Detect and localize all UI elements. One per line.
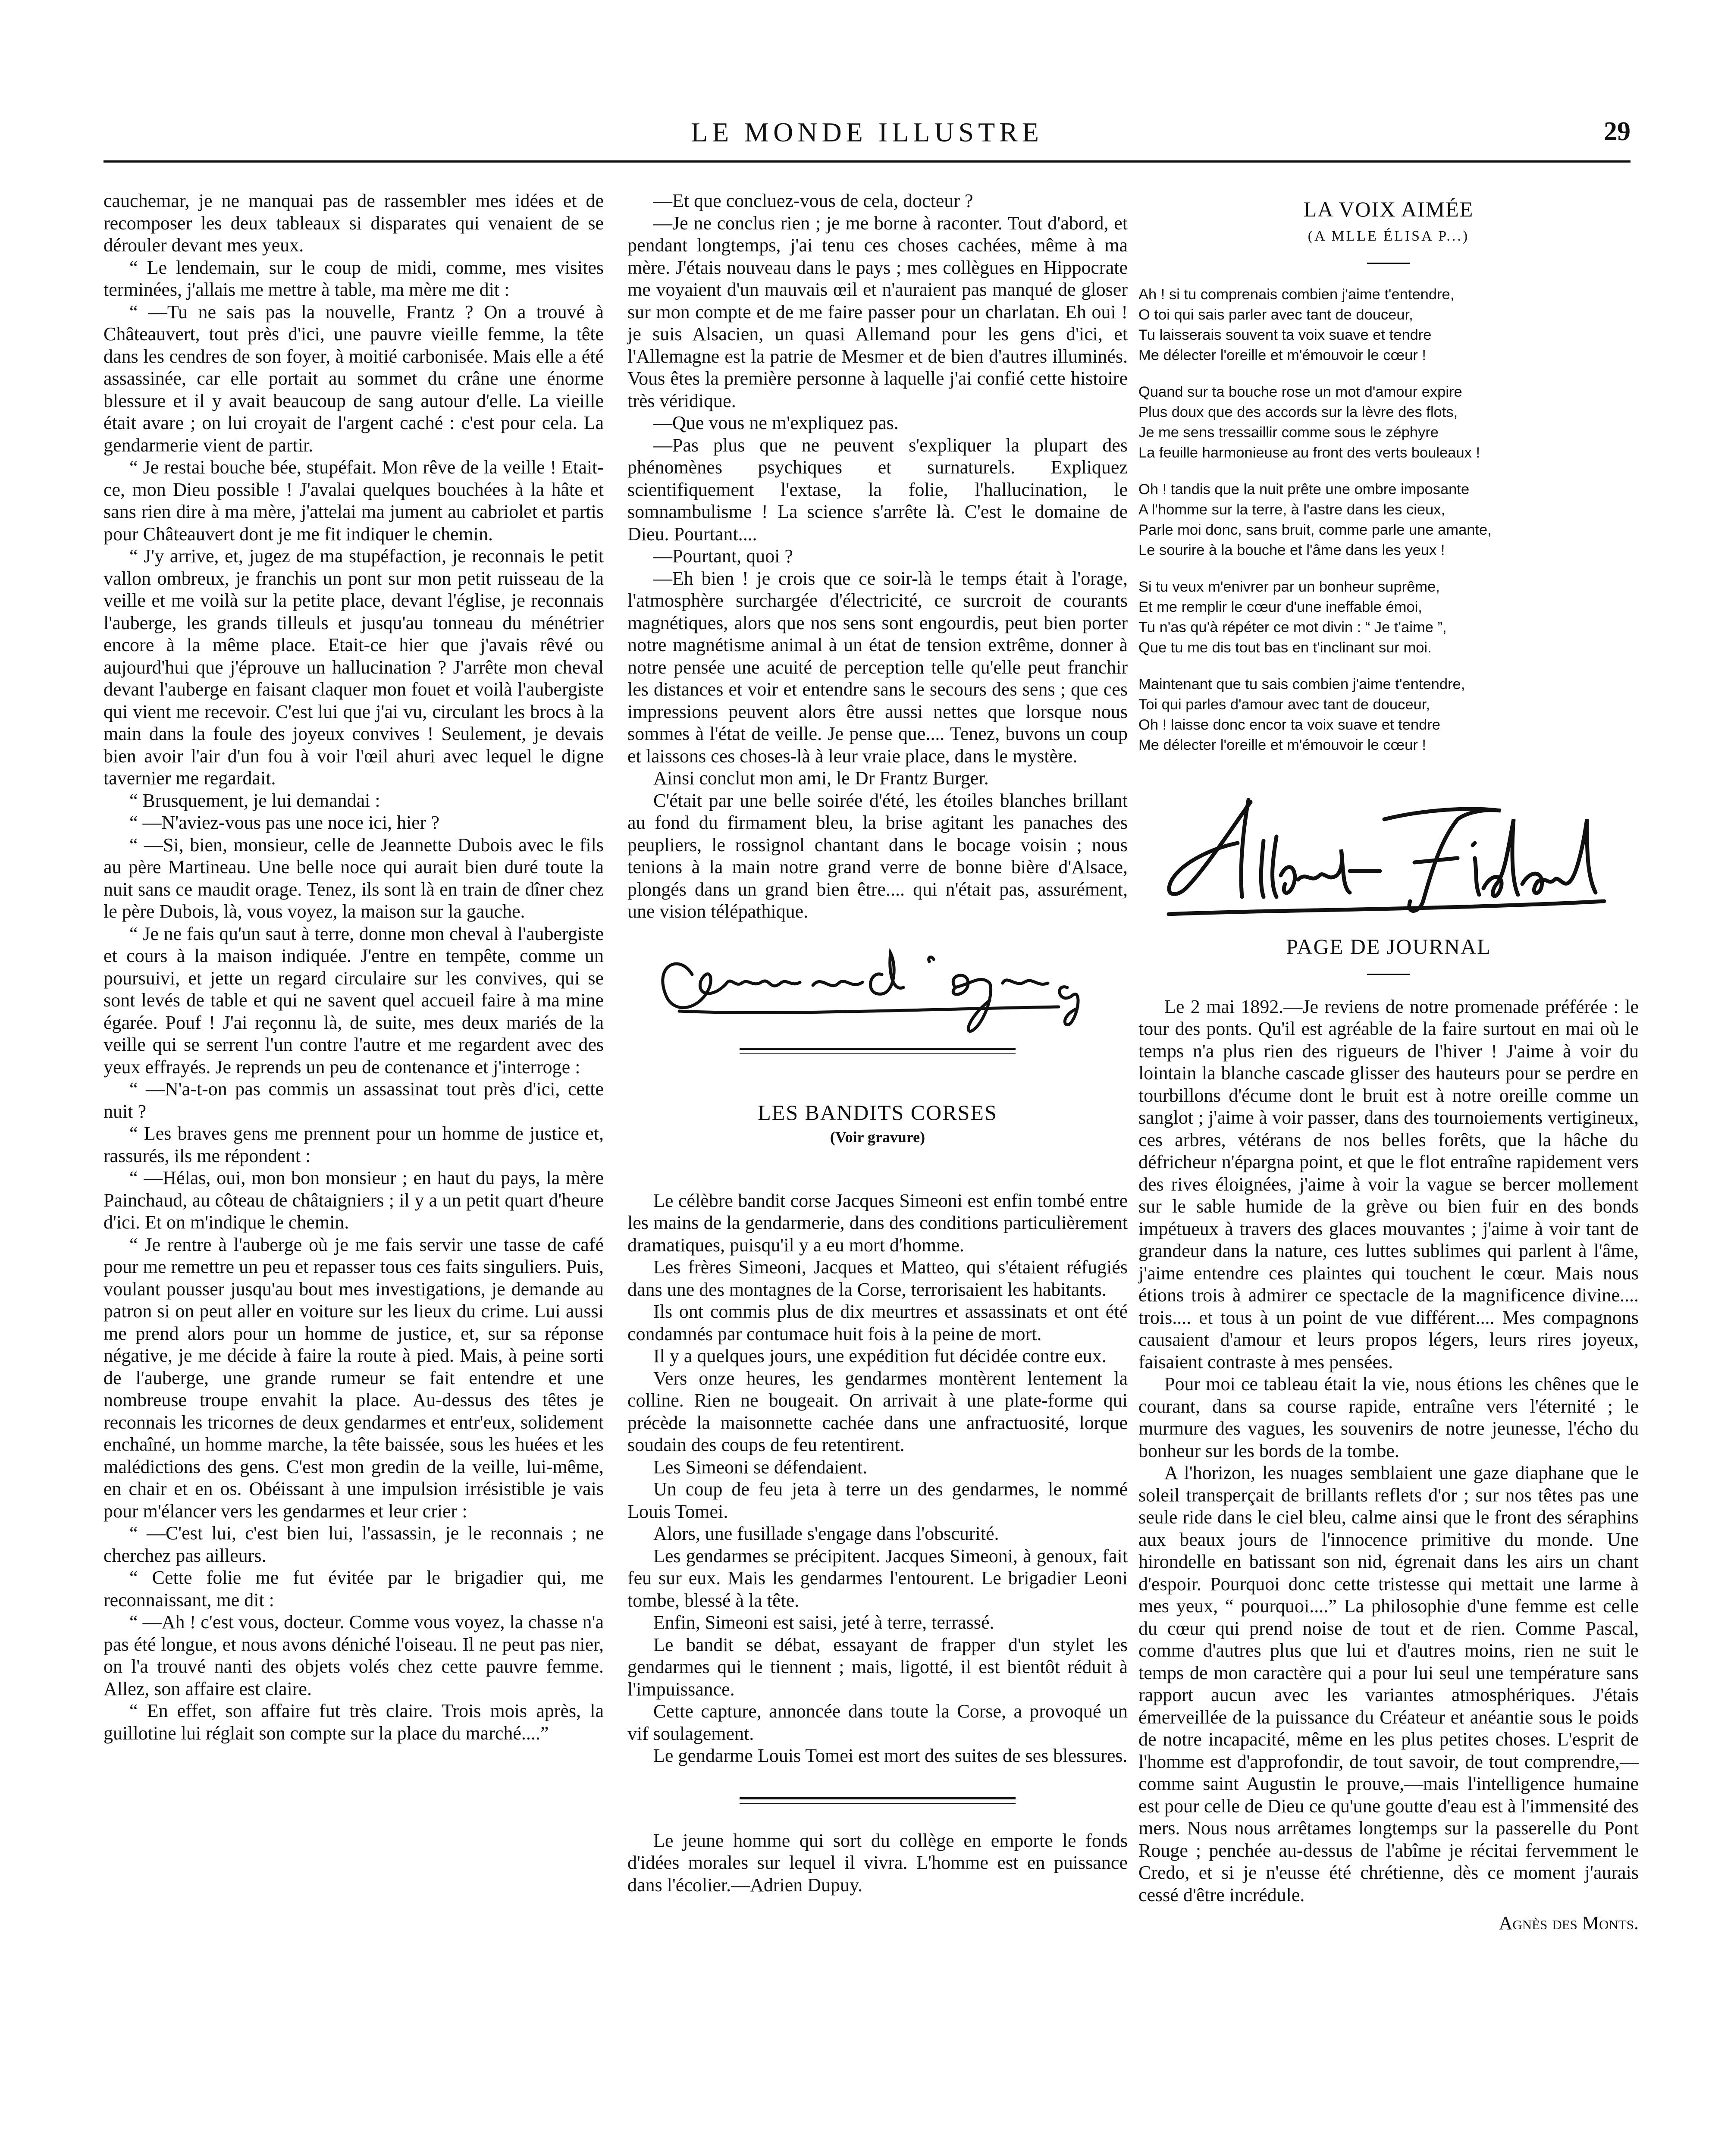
paragraph: —Et que concluez-vous de cela, docteur ? [653,190,973,211]
poem-line: A l'homme sur la terre, à l'astre dans les cieux, [1138,501,1446,518]
paragraph: “ —Tu ne sais pas la nouvelle, Frantz ? On a trouvé à Châteauvert, tout près d'ici, une pauvre vieille femme, la tête dans les cendres de son foyer, à moitié carbonisée. Mais elle a été assassinée, car elle portait au sommet du crâne une énorme blessure et il y avait beaucoup de sang autour d'elle. La vieille était avare ; on lui croyait de l'argent caché : c'est pour cela. La gendarmerie vient de partir. [103,301,604,456]
bandits-title: LES BANDITS CORSES [758,1100,997,1125]
paragraph: —Eh bien ! je crois que ce soir-là le temps était à l'orage, l'atmosphère surchargée d'électricité, ce surcroit de courants magnétiques, alors que nos sens sont engourdis, peut bien porter notre magnétisme animal à un état de tension extrême, donner à notre pensée une acuité de perception telle qu'elle peut franchir les distances et voir et entendre sans le secours des sens ; que ces impressions peuvent alors être aussi nettes que lorsque nous sommes à l'état de veille. Je pense que.... Tenez, buvons un coup et laissons ces choses-là à leur vraie place, dans le mystère. [627,567,1128,767]
journal-author: Agnès des Monts. [1499,1912,1639,1934]
poem-line: Que tu me dis tout bas en t'inclinant sur moi. [1138,639,1432,656]
poem-line: Maintenant que tu sais combien j'aime t'entendre, [1138,676,1465,693]
paragraph: Le 2 mai 1892.—Je reviens de notre promenade préférée : le tour des ponts. Qu'il est agréable de la faire surtout en mai où le temps n'a plus rien des rigueurs de l'hiver ! J'aime à voir du lointain la blanche cascade glisser des hauteurs pour se perdre en tourbillons d'écume dont le bruit est à notre oreille comme un sanglot ; j'aime à voir passer, dans des tournoiements vertigineux, ces arbres, vétérans de nos belles forêts, que la hâche du défricheur n'épargna point, et que le flot entraîne rapidement vers des rives éloignées, j'aime à voir la vague se bercer mollement sur le sable humide de la grève ou bien fuir en des bonds impétueux à travers des glaces mouvantes ; j'aime à voir tant de grandeur dans la nature, ces luttes sublimes qui parlent à l'âme, j'aime entendre ces plaintes qui touchent le cœur. Mais nous étions trois à admirer ce spectacle de la magnificence divine.... trois.... et tous à un point de vue différent.... Mes compagnons causaient d'amour et leurs propos légers, leurs rires joyeux, faisaient contraste à mes pensées. [1138,996,1639,1373]
paragraph: “ —Si, bien, monsieur, celle de Jeannette Dubois avec le fils au père Martineau. Une belle noce qui aurait bien duré toute la nuit sans ce maudit orage. Tenez, ils sont là en train de dîner chez le père Dubois, là, vous voyez, la maison sur la gauche. [103,834,604,922]
poem-line: Plus doux que des accords sur la lèvre des flots, [1138,404,1458,420]
paragraph: C'était par une belle soirée d'été, les étoiles blanches brillant au fond du firmament bleu, la brise agitant les panaches des peupliers, le rossignol chantant dans le bocage voisin ; nous tenions à la main notre grand verre de bonne bière d'Alsace, plongés dans un grand bien être.... qui n'était pas, assurément, une vision télépathique. [627,790,1128,922]
poem-line: Tu n'as qu'à répéter ce mot divin : “ Je t'aime ”, [1138,619,1447,636]
paragraph: A l'horizon, les nuages semblaient une gaze diaphane que le soleil transperçait de brillants reflets d'or ; sur nos têtes pas une seule ride dans le ciel bleu, calme ainsi que le front des séraphins aux beaux jours de l'innocence primitive du monde. Une hirondelle en batissant son nid, égrenait dans les airs un chant d'espoir. Pourquoi donc cette tristesse qui mettait une larme à mes yeux, “ pourquoi....” La philosophie d'une femme est celle du cœur qui prend noise de tout et de rien. Comme Pascal, comme d'autres plus que lui et d'autres moins, rien ne suit le temps de mon caractère qui a pour lui seul une température sans rapport aucun avec les variantes atmosphériques. J'étais émerveillée de la puissance du Créateur et anéantie sous le poids de notre incapacité, même en les plus petites choses. L'esprit de l'homme est d'approfondir, de tout savoir, de tout comprendre,—comme saint Augustin le prouve,—mais l'intelligence humaine est pour celle de Dieu ce qu'une goutte d'eau est à l'immensité des mers. Nous nous arrêtames longtemps sur la passerelle du Pont Rouge ; penchée au-dessus de l'abîme je récitai fervemment le Credo, et si je n'eusse été chrétienne, dès ce moment j'aurais cessé d'être incrédule. [1138,1462,1639,1905]
paragraph: Alors, une fusillade s'engage dans l'obscurité. [653,1523,999,1544]
paragraph: Ainsi conclut mon ami, le Dr Frantz Burger. [653,768,989,789]
poem-line: Oh ! laisse donc encor ta voix suave et tendre [1138,717,1440,733]
paragraph: “ —Ah ! c'est vous, docteur. Comme vous voyez, la chasse n'a pas été longue, et nous avons déniché l'oiseau. Il ne peut pas nier, on l'a trouvé nanti des objets volés chez cette pauvre femme. Allez, son affaire est claire. [103,1611,604,1699]
poem-line: Et me remplir le cœur d'une ineffable émoi, [1138,599,1422,615]
poem-title: LA VOIX AIMÉE [1303,197,1474,221]
paragraph: “ Je rentre à l'auberge où je me fais servir une tasse de café pour me remettre un peu et repasser tous ces faits singuliers. Puis, voulant pousser jusqu'au bout mes investigations, je demande au patron si on peut aller en voiture sur les lieux du crime. Lui aussi me prend alors pour un homme de justice, et, sur sa réponse négative, je me décide à faire la route à pied. Mais, à peine sorti de l'auberge, une grande rumeur se fait entendre et une nombreuse troupe envahit la place. Au-dessus des têtes je reconnais les tricornes de deux gendarmes et entr'eux, solidement enchaîné, un homme marche, la tête baissée, sous les huées et les malédictions des gens. C'est mon gredin de la veille, lui-même, en chair et en os. Obéissant à une impulsion irrésistible je vais pour m'élancer vers les gendarmes et leur crier : [103,1234,604,1522]
paragraph: Cette capture, annoncée dans toute la Corse, a provoqué un vif soulagement. [627,1701,1128,1744]
paragraph: “ Je ne fais qu'un saut à terre, donne mon cheval à l'aubergiste et cours à la maison indiquée. J'entre en tempête, comme un poursuivi, et jette un regard circulaire sur les convives, qui se sont levés de table et qui ne savent quel accueil faire à ma mine égarée. Pouf ! J'ai reçonnu là, de suite, mes deux mariés de la veille qui se serrent l'un contre l'autre et me regardent avec des yeux effrayés. Je reprends un peu de contenance et j'interroge : [103,923,604,1078]
poem-line: Je me sens tressaillir comme sous le zéphyre [1138,424,1439,441]
title-rule [1367,263,1410,264]
publication-title: LE MONDE ILLUSTRE [690,117,1044,147]
signature-albert [1138,772,1639,936]
poem-line: Me délecter l'oreille et m'émouvoir le cœur ! [1138,737,1426,753]
poem-stanza [1138,382,1639,463]
paragraph: Le gendarme Louis Tomei est mort des suites de ses blessures. [653,1745,1128,1766]
section-divider [740,1048,1016,1054]
paragraph: “ Le lendemain, sur le coup de midi, comme, mes visites terminées, j'allais me mettre à table, ma mère me dit : [103,257,604,300]
paragraph: “ —N'a-t-on pas commis un assassinat tout près d'ici, cette nuit ? [103,1078,604,1122]
paragraph: “ —Hélas, oui, mon bon monsieur ; en haut du pays, la mère Painchaud, au côteau de châtaigniers ; il y a un petit quart d'heure d'ici. Et on m'indique le chemin. [103,1167,604,1233]
paragraph: “ J'y arrive, et, jugez de ma stupéfaction, je reconnais le petit vallon ombreux, je franchis un pont sur mon petit ruisseau de la veille et me voilà sur la petite place, devant l'église, je reconnais l'auberge, les grands tilleuls et jusqu'au tonneau du ménétrier encore à la même place. Etait-ce hier que j'avais rêvé ou aujourd'hui que j'éprouve un hallucination ? J'arrête mon cheval devant l'auberge en faisant claquer mon fouet et voilà l'aubergiste qui vient me recevoir. C'est lui que j'ai vu, circulant les brocs à la main dans la foule des joyeux convives ! Seulement, je devais bien avoir l'air d'un fou à voir l'œil ahuri avec lequel le digne tavernier me regardait. [103,545,604,789]
poem-line: Si tu veux m'enivrer par un bonheur suprême, [1138,579,1440,595]
paragraph: Enfin, Simeoni est saisi, jeté à terre, terrassé. [653,1612,994,1633]
poem-stanza [1138,577,1639,658]
quote-paragraph: Le jeune homme qui sort du collège en emporte le fonds d'idées morales sur lequel il vivra. L'homme est en puissance dans l'écolier.—Adrien Dupuy. [627,1830,1128,1896]
paragraph: Le bandit se débat, essayant de frapper d'un stylet les gendarmes qui le tiennent ; mais, ligotté, il est bientôt réduit à l'impuissance. [627,1634,1128,1700]
journal-title: PAGE DE JOURNAL [1286,934,1491,959]
masthead-rule [103,160,1631,163]
paragraph: “ —N'aviez-vous pas une noce ici, hier ? [129,812,439,833]
paragraph: —Je ne conclus rien ; je me borne à raconter. Tout d'abord, et pendant longtemps, j'ai tenu ces choses cachées, même à ma mère. J'étais nouveau dans le pays ; mes collègues en Hippocrate me voyaient d'un mauvais œil et n'auraient pas manqué de gloser sur mon compte et de me faire passer pour un charlatan. Eh oui ! je suis Alsacien, un quasi Allemand pour les gens d'ici, et l'Allemagne est la patrie de Mesmer et de bien d'autres illuminés. Vous êtes la première personne à laquelle j'ai confié cette histoire très véridique. [627,212,1128,411]
title-rule [1367,974,1410,975]
poem-line: Me délecter l'oreille et m'émouvoir le cœur ! [1138,347,1426,364]
bandits-subtitle: (Voir gravure) [830,1128,925,1146]
column-middle [627,190,1128,1896]
poem-line: Ah ! si tu comprenais combien j'aime t'entendre, [1138,286,1455,303]
column-story-end [103,190,604,1744]
poem-stanza [1138,479,1639,561]
paragraph: Les frères Simeoni, Jacques et Matteo, qui s'étaient réfugiés dans une des montagnes de la Corse, terrorisaient les habitants. [627,1257,1128,1300]
paragraph: “ —C'est lui, c'est bien lui, l'assassin, je le reconnais ; ne cherchez pas ailleurs. [103,1523,604,1566]
poem-line: Quand sur ta bouche rose un mot d'amour expire [1138,384,1462,400]
poem-line: O toi qui sais parler avec tant de douceur, [1138,307,1413,323]
signature-gustave [627,923,1128,1048]
section-divider [740,1797,1016,1804]
poem-line: Parle moi donc, sans bruit, comme parle une amante, [1138,522,1492,538]
paragraph: “ Je restai bouche bée, stupéfait. Mon rêve de la veille ! Etait-ce, mon Dieu possible ! J'avalai quelques bouchées à la hâte et sans rien dire à ma mère, j'attelai ma jument au cabriolet et partis pour Châteauvert dont je me fit indiquer le chemin. [103,457,604,545]
poem-dedication: (A MLLE ÉLISA P...) [1308,228,1470,244]
paragraph: —Pas plus que ne peuvent s'expliquer la plupart des phénomènes psychiques et surnaturels. Expliquez scientifiquement l'extase, la folie, l'hallucination, le somnambulisme ! La science s'arrête là. C'est le domaine de Dieu. Pourtant.... [627,434,1128,545]
paragraph: —Que vous ne m'expliquez pas. [653,412,899,433]
paragraph: Pour moi ce tableau était la vie, nous étions les chênes que le courant, dans sa course rapide, entraîne vers l'éternité ; le murmure des vagues, les souvenirs de notre jeunesse, l'écho du bonheur sur les bords de la tombe. [1138,1373,1639,1461]
poem-line: Toi qui parles d'amour avec tant de douceur, [1138,696,1430,713]
masthead [103,116,1631,172]
page-number: 29 [1604,117,1631,146]
paragraph: Le célèbre bandit corse Jacques Simeoni est enfin tombé entre les mains de la gendarmerie, dans des conditions particulièrement dramatiques, puisqu'il y a eu mort d'homme. [627,1190,1128,1256]
paragraph: Ils ont commis plus de dix meurtres et assassinats et ont été condamnés par contumace huit fois à la peine de mort. [627,1301,1128,1344]
paragraph: Les gendarmes se précipitent. Jacques Simeoni, à genoux, fait feu sur eux. Mais les gendarmes l'entourent. Le brigadier Leoni tombe, blessé à la tête. [627,1545,1128,1611]
paragraph: Les Simeoni se défendaient. [653,1456,868,1478]
paragraph: Il y a quelques jours, une expédition fut décidée contre eux. [653,1345,1107,1366]
paragraph: “ Cette folie me fut évitée par le brigadier qui, me reconnaissant, me dit : [103,1567,604,1611]
poem-stanza [1138,674,1639,755]
poem-line: Tu laisserais souvent ta voix suave et tendre [1138,327,1432,343]
poem-line: La feuille harmonieuse au front des verts bouleaux ! [1138,445,1480,461]
paragraph: cauchemar, je ne manquai pas de rassembler mes idées et de recomposer les deux tableaux si disparates qui venaient de se dérouler devant mes yeux. [103,190,604,256]
paragraph: “ En effet, son affaire fut très claire. Trois mois après, la guillotine lui réglait son compte sur la place du marché....” [103,1700,604,1744]
poem-line: Oh ! tandis que la nuit prête une ombre imposante [1138,481,1470,498]
poem [1138,285,1639,755]
paragraph: Vers onze heures, les gendarmes montèrent lentement la colline. Rien ne bougeait. On arrivait à une plate-forme qui précède la maisonnette cachée dans une anfractuosité, lorque soudain des coups de feu retentirent. [627,1367,1128,1455]
paragraph: “ Brusquement, je lui demandai : [129,790,380,811]
paragraph: “ Les braves gens me prennent pour un homme de justice et, rassurés, ils me répondent : [103,1123,604,1166]
paragraph: —Pourtant, quoi ? [653,545,793,567]
handwritten-signature-icon [627,923,1128,1048]
poem-line: Le sourire à la bouche et l'âme dans les yeux ! [1138,542,1445,558]
poem-stanza [1138,285,1639,366]
column-poem-journal [1138,190,1639,1934]
paragraph: Un coup de feu jeta à terre un des gendarmes, le nommé Louis Tomei. [627,1479,1128,1522]
handwritten-signature-icon [1138,772,1639,936]
